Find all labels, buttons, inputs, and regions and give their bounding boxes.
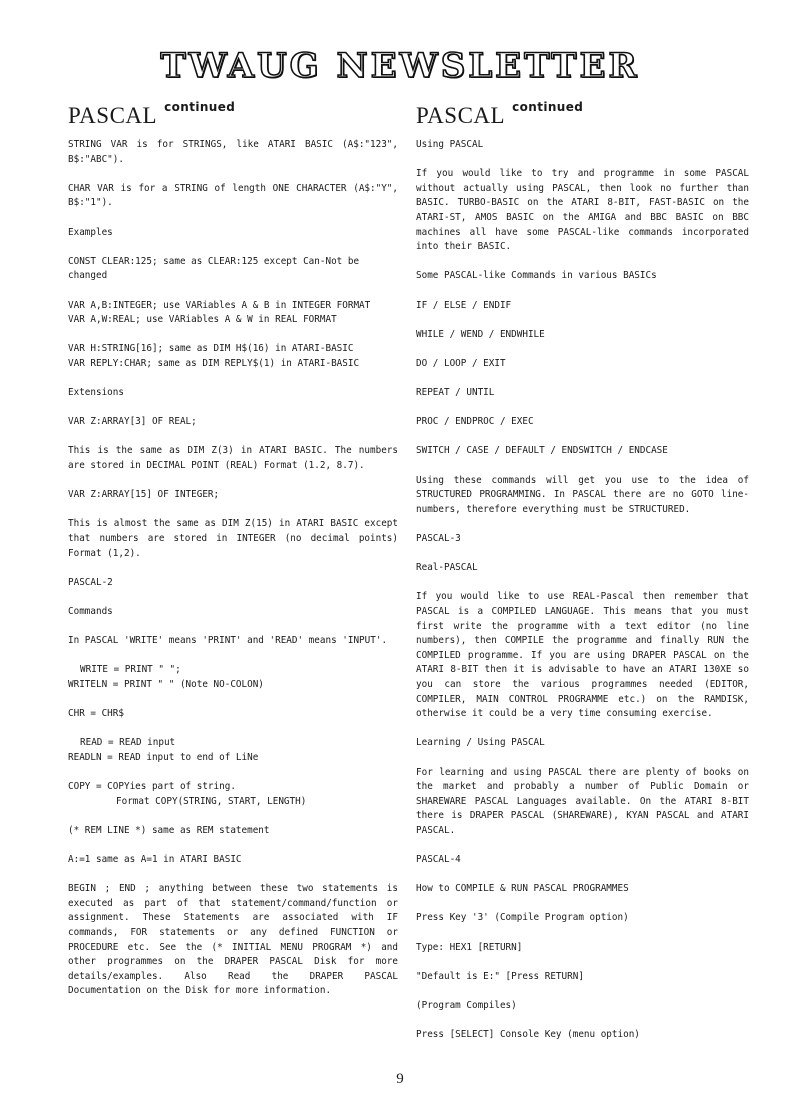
array-int-description: This is almost the same as DIM Z(15) in ATARI BASIC except that numbers are stored in INTEGER (no decimal points) Format (1,2). bbox=[68, 518, 398, 559]
copy-example bbox=[68, 780, 398, 809]
right-section-heading bbox=[416, 100, 749, 134]
left-column bbox=[68, 100, 398, 1014]
command-if: IF / ELSE / ENDIF bbox=[416, 299, 512, 311]
var-char-line: VAR REPLY:CHAR; same as DIM REPLY$(1) in ATARI-BASIC bbox=[68, 357, 360, 369]
write-examples bbox=[68, 663, 398, 692]
left-section-heading bbox=[68, 100, 398, 134]
default-step: "Default is E:" [Press RETURN] bbox=[416, 970, 584, 982]
pascal-3-label: PASCAL-3 bbox=[416, 533, 461, 545]
readln-line: READLN = READ input to end of LiNe bbox=[68, 751, 259, 763]
using-pascal-label: Using PASCAL bbox=[416, 139, 484, 150]
pascal-2-label: PASCAL-2 bbox=[68, 576, 113, 588]
writeln-line: WRITELN = PRINT " " (Note NO-COLON) bbox=[68, 678, 264, 690]
const-example bbox=[68, 255, 398, 284]
command-while: WHILE / WEND / ENDWHILE bbox=[416, 328, 545, 340]
var-int-line: VAR A,B:INTEGER; use VARiables A & B in INTEGER FORMAT bbox=[68, 299, 371, 311]
program-compiles-step: (Program Compiles) bbox=[416, 1000, 517, 1012]
write-line: WRITE = PRINT " "; bbox=[80, 664, 181, 676]
var-string-line: VAR H:STRING[16]; same as DIM H$(16) in ATARI-BASIC bbox=[68, 343, 354, 355]
right-heading-suffix: continued bbox=[512, 100, 584, 114]
real-pascal-label: Real-PASCAL bbox=[416, 562, 478, 574]
real-pascal-paragraph: If you would like to use REAL-Pascal then remember that PASCAL is a COMPILED LANGUAGE. This means that you must first write the programme with a text editor (no line numbers), then COMPILE the programme and finally RUN the COMPILED programme. If you are using DRAPER PASCAL on the ATARI 8-BIT then it is advisable to have an ATARI 130XE so you can store the various programmes needed (EDITOR, COMPILER, MAIN CONTROL PROGRAMME etc.) on the RAMDISK, otherwise it could be a very time consuming exercise. bbox=[416, 591, 749, 720]
pascal-4-label: PASCAL-4 bbox=[416, 854, 461, 866]
read-examples bbox=[68, 736, 398, 765]
const-line-1: CONST CLEAR:125; same as CLEAR:125 except Can-Not be bbox=[68, 255, 360, 267]
write-read-text: In PASCAL 'WRITE' means 'PRINT' and 'READ' means 'INPUT'. bbox=[68, 635, 388, 647]
string-var-paragraph: STRING VAR is for STRINGS, like ATARI BASIC (A$:"123", B$:"ABC"). bbox=[68, 139, 398, 165]
examples-label: Examples bbox=[68, 226, 113, 238]
learning-paragraph: For learning and using PASCAL there are plenty of books on the market and probably a number of Public Domain or SHAREWARE PASCAL Languages available. On the ATARI 8-BIT there is DRAPER PASCAL (SHAREWARE), KYAN PASCAL and ATARI PASCAL. bbox=[416, 766, 749, 836]
copy-line: COPY = COPYies part of string. bbox=[68, 781, 236, 793]
some-commands-label: Some PASCAL-like Commands in various BASICs bbox=[416, 270, 657, 282]
how-compile-label: How to COMPILE & RUN PASCAL PROGRAMMES bbox=[416, 883, 629, 895]
var-real-line: VAR A,W:REAL; use VARiables A & W in REAL FORMAT bbox=[68, 314, 337, 326]
press-key-3-step: Press Key '3' (Compile Program option) bbox=[416, 912, 629, 924]
right-column bbox=[416, 100, 749, 1057]
command-proc: PROC / ENDPROC / EXEC bbox=[416, 416, 534, 428]
assign-line: A:=1 same as A=1 in ATARI BASIC bbox=[68, 854, 242, 866]
array-int-declaration: VAR Z:ARRAY[15] OF INTEGER; bbox=[68, 489, 220, 501]
command-switch: SWITCH / CASE / DEFAULT / ENDSWITCH / ENDCASE bbox=[416, 445, 668, 457]
begin-end-paragraph: BEGIN ; END ; anything between these two statements is executed as part of that statement/command/function or assignment. These Statements are associated with IF commands, FOR statements or any defined FUNCTION or PROCEDURE etc. See the (* INITIAL MENU PROGRAM *) and other programmes on the DRAPER PASCAL Disk for more details/examples. Also Read the DRAPER PASCAL Documentation on the Disk for more information. bbox=[68, 883, 398, 997]
right-heading-title: PASCAL bbox=[416, 103, 506, 128]
type-hex-step: Type: HEX1 [RETURN] bbox=[416, 941, 523, 953]
copy-format-line: Format COPY(STRING, START, LENGTH) bbox=[116, 795, 307, 807]
masthead-title: TWAUG NEWSLETTER bbox=[160, 46, 640, 86]
array-real-declaration: VAR Z:ARRAY[3] OF REAL; bbox=[68, 416, 197, 428]
array-real-description: This is the same as DIM Z(3) in ATARI BASIC. The numbers are stored in DECIMAL POINT (REAL) Format (1.2, 8.7). bbox=[68, 445, 398, 472]
press-select-step: Press [SELECT] Console Key (menu option) bbox=[416, 1029, 640, 1041]
char-var-paragraph: CHAR VAR is for a STRING of length ONE CHARACTER (A$:"Y", B$:"1"). bbox=[68, 182, 398, 209]
page-number: 9 bbox=[396, 1071, 404, 1087]
var-type-examples bbox=[68, 299, 398, 328]
learning-label: Learning / Using PASCAL bbox=[416, 737, 545, 749]
intro-paragraph: If you would like to try and programme in some PASCAL without actually using PASCAL, then look no further than BASIC. TURBO-BASIC on the ATARI 8-BIT, FAST-BASIC on the ATARI-ST, AMOS BASIC on the AMIGA and BBC BASIC on BBC machines all have some PASCAL-like commands incorporated into their BASIC. bbox=[416, 168, 749, 253]
commands-label: Commands bbox=[68, 606, 113, 617]
command-repeat: REPEAT / UNTIL bbox=[416, 387, 495, 399]
var-string-examples bbox=[68, 342, 398, 371]
read-line: READ = READ input bbox=[80, 737, 176, 749]
structured-paragraph: Using these commands will get you use to the idea of STRUCTURED PROGRAMMING. In PASCAL there are no GOTO line-numbers, therefore everything must be STRUCTURED. bbox=[416, 474, 749, 515]
left-heading-title: PASCAL bbox=[68, 103, 158, 128]
rem-line: (* REM LINE *) same as REM statement bbox=[68, 824, 270, 836]
extensions-label: Extensions bbox=[68, 387, 124, 399]
chr-line: CHR = CHR$ bbox=[68, 708, 124, 720]
command-do: DO / LOOP / EXIT bbox=[416, 357, 506, 369]
const-line-2: changed bbox=[68, 270, 108, 282]
left-heading-suffix: continued bbox=[164, 100, 236, 114]
